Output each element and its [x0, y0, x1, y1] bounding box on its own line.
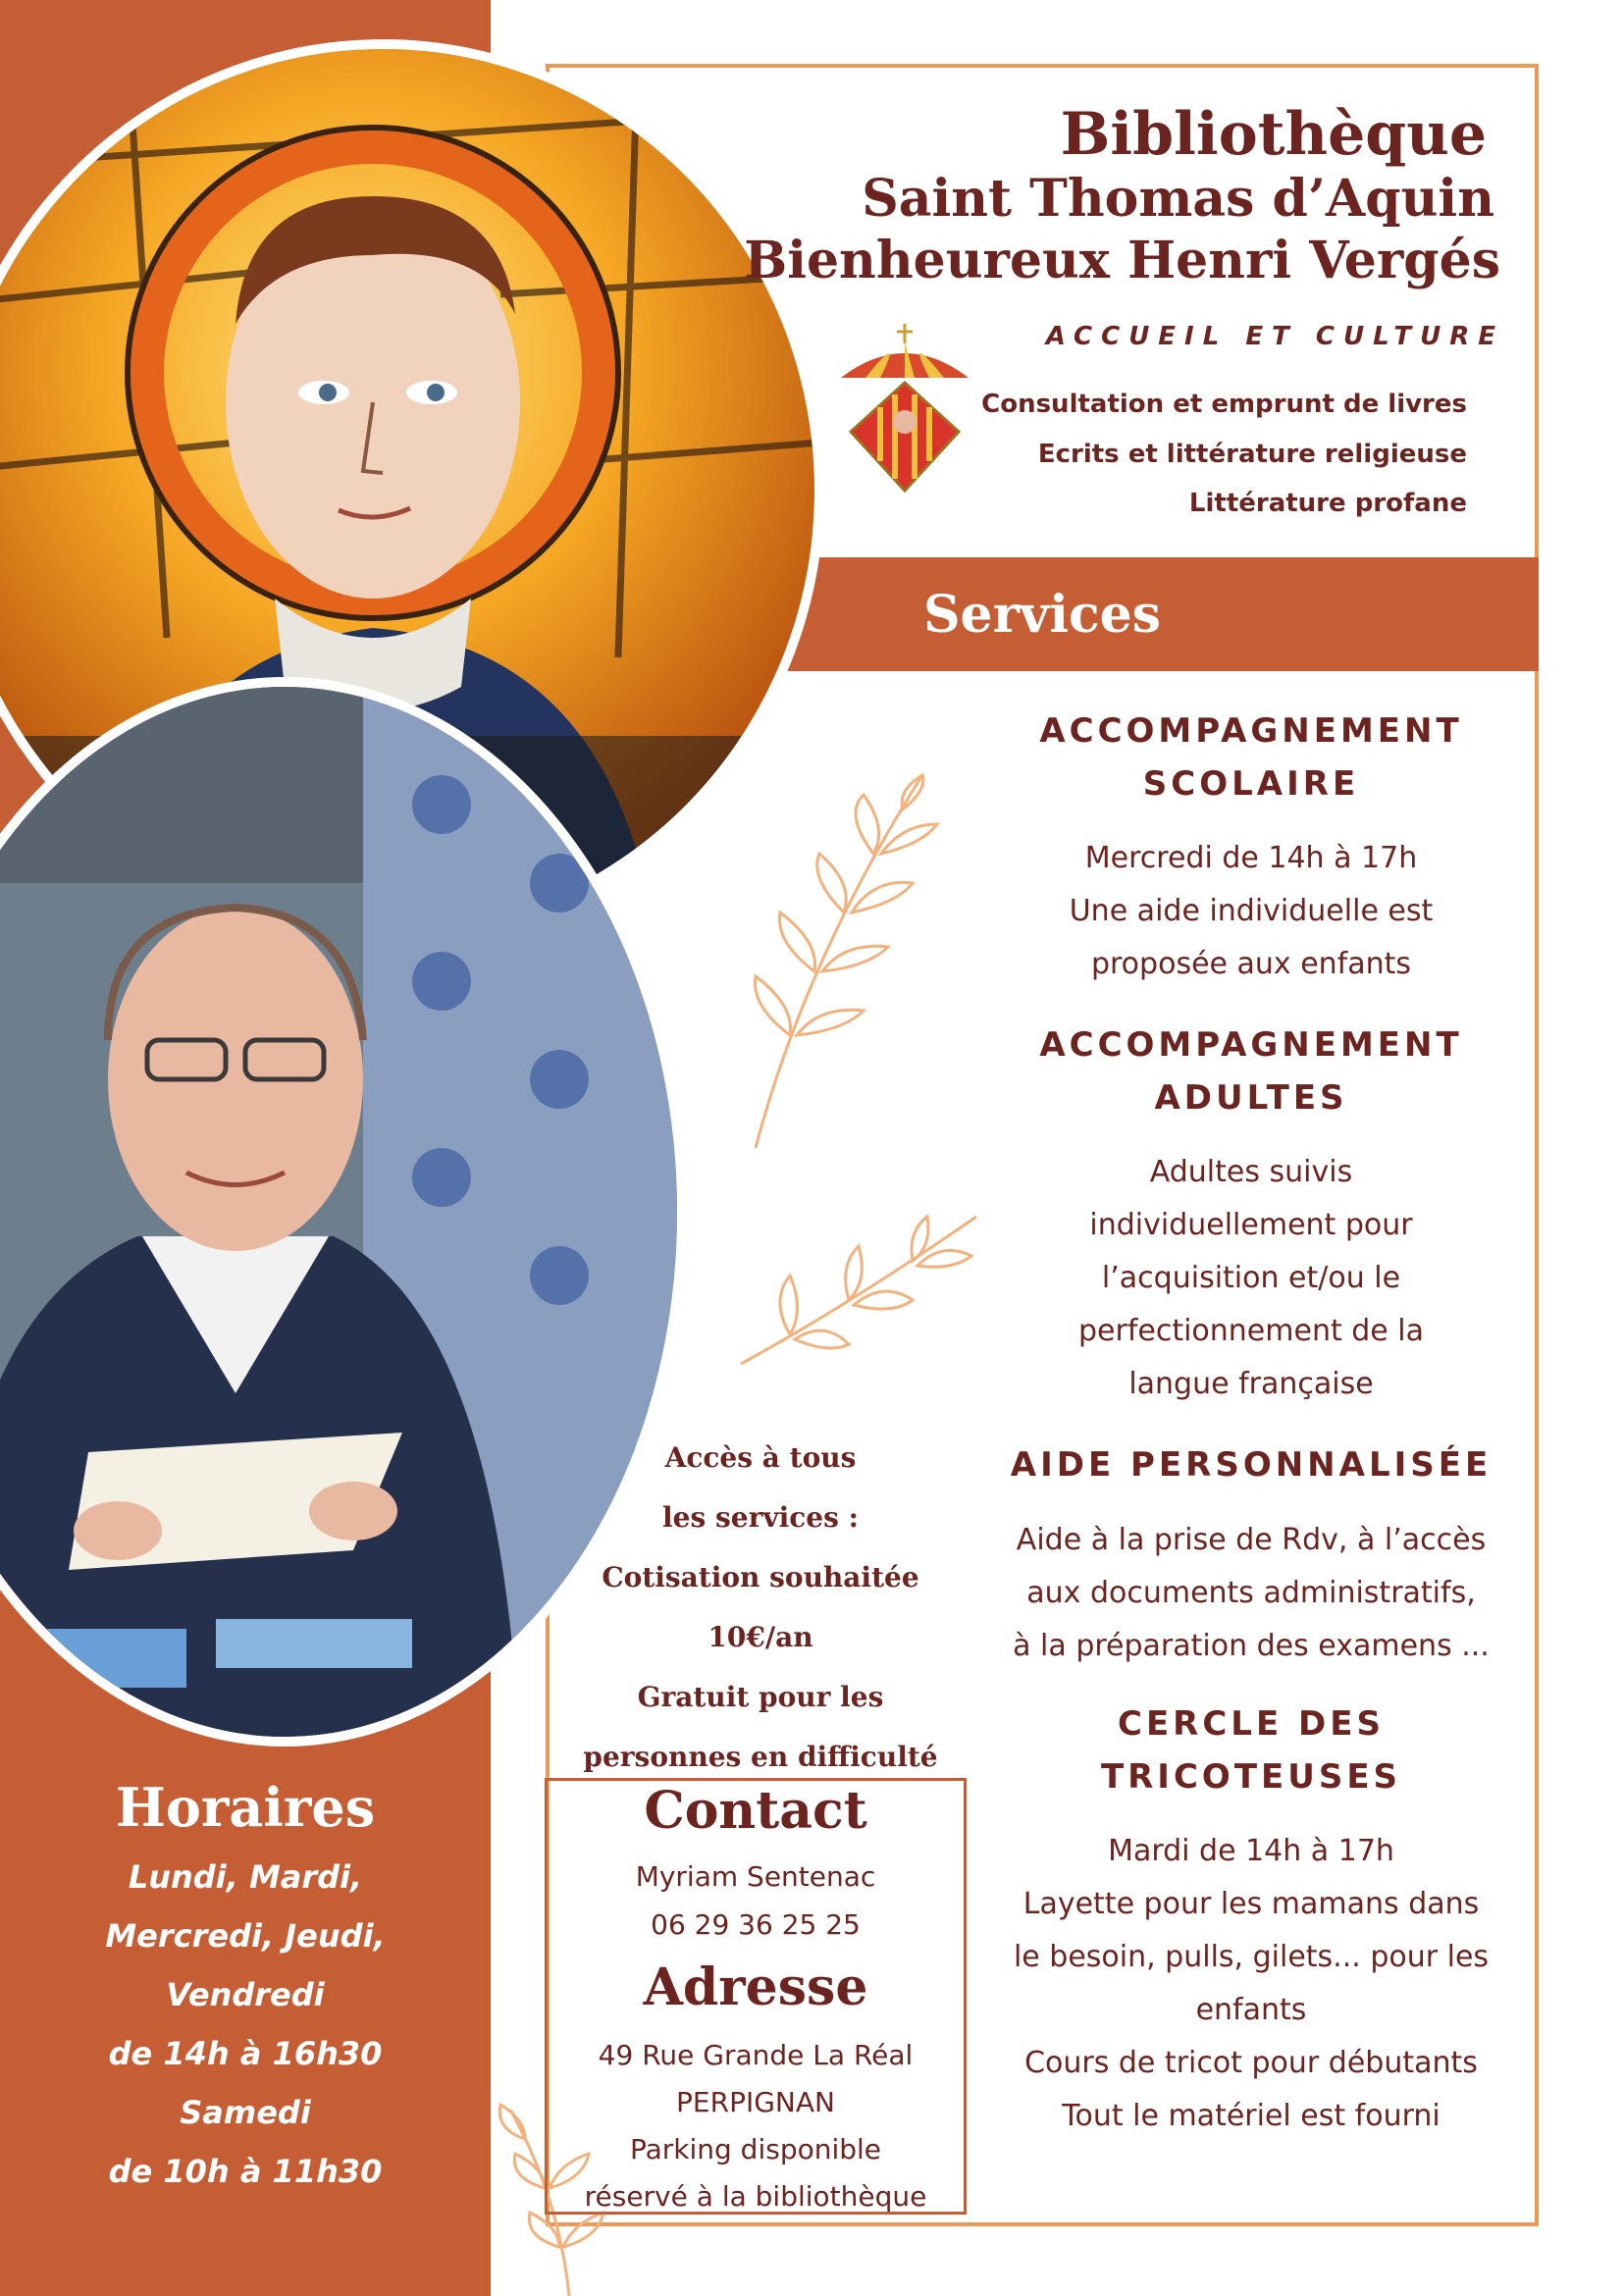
- contact-name: Myriam Sentenac: [635, 1860, 876, 1893]
- service-text-line: l’acquisition et/ou le: [1101, 1261, 1401, 1295]
- leaf-branch-icon: [716, 765, 952, 1158]
- service-heading-line: ACCOMPAGNEMENT: [1039, 1025, 1463, 1065]
- service-text-line: Cours de tricot pour débutants: [1024, 2046, 1478, 2080]
- tagline: ACCUEIL ET CULTURE: [1045, 322, 1504, 351]
- hours-line: de 10h à 11h30: [108, 2153, 383, 2190]
- service-text-tricot: [976, 1825, 1526, 2143]
- service-text-line: le besoin, pulls, gilets... pour les: [1013, 1940, 1490, 1974]
- membership-line: Cotisation souhaitée: [602, 1561, 919, 1593]
- address-title: Adresse: [643, 1957, 868, 2017]
- membership-line: Gratuit pour les: [637, 1681, 884, 1713]
- service-text-line: Aide à la prise de Rdv, à l’accès: [1016, 1523, 1487, 1557]
- address-line: PERPIGNAN: [676, 2086, 835, 2118]
- service-heading-scolaire: [991, 704, 1511, 810]
- crest-icon: [836, 324, 973, 510]
- feature-item: Consultation et emprunt de livres: [981, 390, 1467, 419]
- hours-line: Lundi, Mardi,: [128, 1858, 363, 1896]
- hours-list: [0, 1848, 491, 2201]
- feature-item: Littérature profane: [1188, 489, 1467, 518]
- membership-line: 10€/an: [707, 1621, 813, 1653]
- address-line: réservé à la bibliothèque: [584, 2180, 927, 2213]
- membership-line: les services :: [662, 1501, 859, 1534]
- library-subtitle: Saint Thomas d’Aquin: [862, 169, 1494, 229]
- service-text-line: à la préparation des examens ...: [1013, 1629, 1490, 1663]
- library-logo: [836, 324, 973, 510]
- service-heading-line: ACCOMPAGNEMENT: [1039, 711, 1463, 751]
- service-text-line: proposée aux enfants: [1090, 947, 1412, 981]
- library-dedication: Bienheureux Henri Vergés: [744, 231, 1500, 290]
- service-heading-line: ADULTES: [1154, 1078, 1348, 1118]
- membership-line: personnes en difficulté: [583, 1741, 938, 1773]
- service-text-line: Adultes suivis: [1149, 1155, 1353, 1189]
- service-heading-adultes: [991, 1018, 1511, 1124]
- service-heading-line: TRICOTEUSES: [1100, 1757, 1402, 1797]
- leaf-sprig-icon: [731, 1207, 986, 1374]
- service-heading-line: CERCLE DES: [1118, 1704, 1385, 1744]
- service-text-adultes: [976, 1146, 1526, 1411]
- library-title: Bibliothèque: [1060, 100, 1487, 169]
- membership-line: Accès à tous: [664, 1441, 857, 1474]
- address-line: Parking disponible: [629, 2133, 882, 2166]
- service-text-line: enfants: [1195, 1993, 1307, 2027]
- hours-title: Horaires: [115, 1776, 376, 1839]
- address-line: 49 Rue Grande La Réal: [598, 2039, 914, 2071]
- membership-info: [554, 1428, 967, 1787]
- service-text-line: Mardi de 14h à 17h: [1108, 1834, 1394, 1868]
- feature-item: Ecrits et littérature religieuse: [1037, 440, 1467, 469]
- hours-line: de 14h à 16h30: [108, 2035, 383, 2072]
- contact-phone[interactable]: 06 29 36 25 25: [651, 1908, 861, 1941]
- service-text-line: Mercredi de 14h à 17h: [1084, 841, 1418, 875]
- service-text-line: langue française: [1128, 1367, 1374, 1401]
- service-text-line: perfectionnement de la: [1077, 1314, 1425, 1348]
- service-text-scolaire: [976, 832, 1526, 991]
- service-text-line: Layette pour les mamans dans: [1022, 1887, 1480, 1921]
- contact-title: Contact: [644, 1781, 867, 1841]
- service-heading-line: AIDE PERSONNALISÉE: [1010, 1445, 1493, 1485]
- hours-line: Mercredi, Jeudi,: [105, 1917, 386, 1955]
- hours-line: Vendredi: [166, 1976, 325, 2013]
- service-text-line: Une aide individuelle est: [1069, 894, 1434, 928]
- service-text-aide: [976, 1514, 1526, 1673]
- service-heading-line: SCOLAIRE: [1142, 764, 1360, 804]
- service-text-line: aux documents administratifs,: [1026, 1576, 1476, 1610]
- service-text-line: Tout le matériel est fourni: [1062, 2099, 1441, 2133]
- service-text-line: individuellement pour: [1089, 1208, 1413, 1242]
- services-title: Services: [922, 584, 1162, 645]
- service-heading-tricot: [991, 1697, 1511, 1803]
- hours-line: Samedi: [180, 2094, 311, 2131]
- service-heading-aide: [991, 1438, 1511, 1491]
